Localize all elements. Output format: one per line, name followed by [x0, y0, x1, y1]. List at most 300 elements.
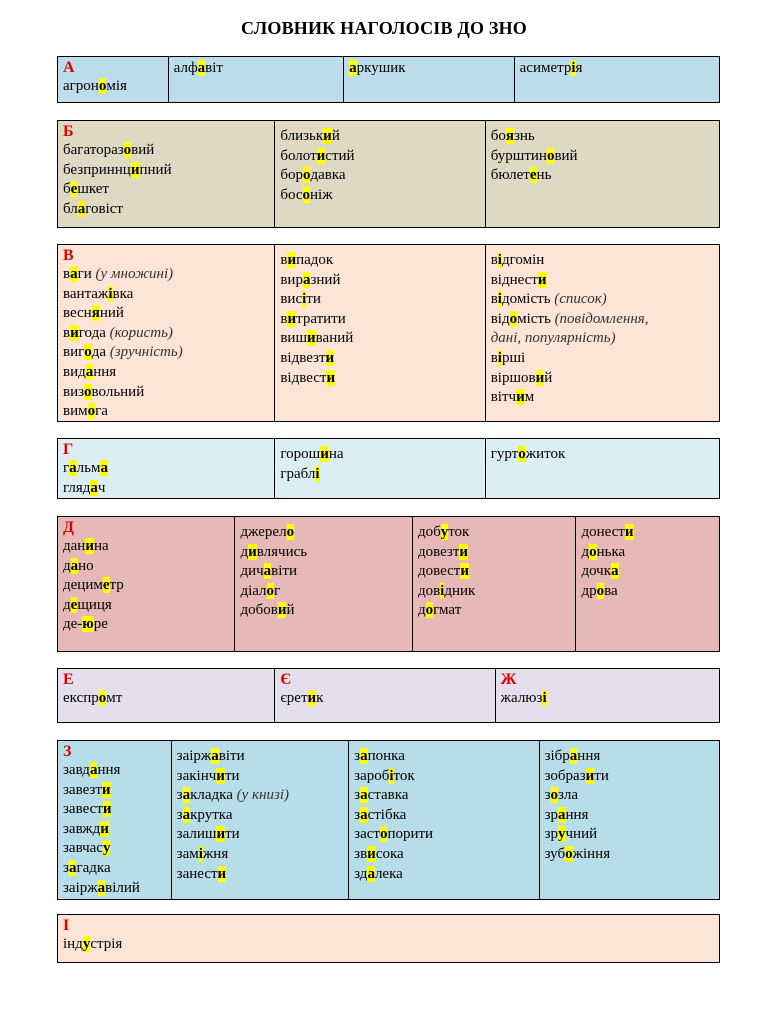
stressed-vowel: а — [100, 460, 108, 476]
stressed-vowel: е — [70, 181, 78, 198]
stressed-vowel: и — [277, 602, 287, 619]
stressed-vowel: у — [82, 936, 91, 952]
word-part: ння — [577, 748, 601, 764]
word-part: єрет — [280, 690, 308, 706]
word-note: дані, популярність) — [490, 330, 616, 347]
word-part: близьк — [280, 128, 324, 144]
word-part: віти — [271, 563, 298, 580]
word-part: вис — [280, 291, 303, 308]
stressed-vowel: о — [550, 787, 558, 804]
dictionary-word — [501, 689, 715, 709]
stressed-vowel: о — [98, 690, 107, 706]
word-part: з — [354, 806, 361, 823]
dictionary-word — [280, 290, 480, 310]
dictionary-word — [418, 523, 572, 543]
word-part: мія — [106, 78, 127, 94]
dictionary-word — [63, 77, 164, 97]
word-part: закінч — [176, 767, 217, 784]
word-part: бл — [63, 200, 78, 217]
stressed-vowel: о — [425, 602, 434, 619]
word-part: безприннц — [63, 161, 131, 178]
dictionary-word — [491, 147, 715, 167]
stressed-vowel: і — [108, 285, 113, 302]
word-part: бурштин — [490, 147, 547, 164]
word-part: на — [93, 538, 109, 554]
dictionary-word — [545, 806, 715, 826]
word-part: но — [78, 557, 94, 574]
word-part: д — [581, 543, 590, 560]
column — [485, 121, 719, 227]
stressed-vowel: я — [505, 128, 514, 144]
stressed-vowel: и — [100, 820, 109, 837]
dictionary-word — [63, 479, 270, 499]
dictionary-word — [491, 166, 715, 186]
column — [58, 57, 168, 102]
stressed-vowel: а — [569, 748, 578, 764]
stressed-vowel: и — [624, 524, 634, 540]
stressed-vowel: а — [360, 787, 368, 804]
word-part: мість — [517, 310, 551, 327]
dictionary-word — [520, 59, 715, 79]
word-part: грабл — [280, 465, 316, 482]
stressed-vowel: у — [102, 840, 111, 857]
word-part: пний — [139, 161, 172, 178]
word-part: багатораз — [63, 142, 124, 158]
dictionary-word — [349, 59, 509, 79]
word-part: й — [544, 369, 553, 386]
word-part: г — [63, 460, 70, 476]
dictionary-word — [581, 543, 715, 563]
word-part: ги — [77, 266, 92, 282]
word-part: інд — [63, 936, 83, 952]
stressed-vowel: а — [360, 806, 368, 823]
word-part: й — [331, 128, 340, 144]
dictionary-word — [177, 865, 344, 885]
word-part: м — [524, 389, 535, 406]
word-part: з — [176, 787, 183, 804]
word-part: завчас — [63, 840, 103, 857]
word-part: ти — [594, 767, 609, 784]
stressed-vowel: а — [97, 879, 106, 896]
stressed-vowel: а — [89, 762, 98, 778]
dictionary-word — [63, 820, 167, 840]
stressed-vowel: и — [248, 543, 257, 560]
word-part: ння — [93, 363, 117, 380]
dictionary-word — [545, 845, 715, 865]
column — [274, 439, 484, 498]
dictionary-word — [63, 180, 270, 200]
word-part: давка — [310, 167, 346, 184]
dictionary-word — [354, 825, 534, 845]
word-part: ставка — [367, 787, 409, 804]
word-part: відвест — [280, 369, 327, 386]
stressed-vowel: о — [546, 147, 555, 164]
stressed-vowel: і — [302, 291, 307, 308]
stressed-vowel: и — [316, 147, 326, 164]
column — [58, 517, 234, 651]
word-part: льм — [76, 460, 101, 476]
stressed-vowel: і — [542, 690, 547, 706]
dictionary-word — [280, 186, 480, 206]
word-part: ре — [93, 616, 108, 633]
stressed-vowel: о — [87, 403, 96, 420]
section-letter: Ж — [500, 671, 517, 688]
stressed-vowel: и — [216, 826, 226, 843]
stressed-vowel: е — [70, 596, 78, 613]
dictionary-word — [491, 127, 715, 147]
stressed-vowel: и — [459, 543, 469, 560]
word-part: др — [581, 582, 597, 599]
dictionary-word — [240, 562, 407, 582]
word-part: га — [95, 403, 108, 420]
stressed-vowel: ю — [82, 616, 94, 633]
dictionary-word — [63, 537, 230, 557]
word-part: ток — [448, 524, 470, 540]
column — [514, 57, 719, 102]
dictionary-word — [63, 557, 230, 577]
word-part: бо — [490, 128, 506, 144]
word-part: зуб — [544, 845, 566, 862]
word-part: ти — [225, 826, 240, 843]
dictionary-word — [63, 141, 270, 161]
word-part: довест — [417, 563, 461, 580]
word-part: ння — [97, 762, 121, 778]
word-part: вид — [63, 363, 86, 380]
dictionary-word — [581, 523, 715, 543]
word-part: в — [490, 349, 498, 366]
word-part: в — [63, 324, 71, 341]
stressed-vowel: и — [323, 128, 332, 144]
dictionary-word — [280, 166, 480, 186]
word-part: відвезт — [280, 349, 326, 366]
section-letter: Г — [63, 441, 74, 458]
dictionary-word — [354, 845, 534, 865]
word-part: експр — [63, 690, 99, 706]
word-part: дов — [417, 582, 441, 599]
stressed-vowel: і — [571, 60, 576, 76]
word-part: завд — [63, 762, 90, 778]
stressed-vowel: и — [85, 538, 94, 554]
column — [575, 517, 719, 651]
word-part: понка — [367, 748, 405, 764]
stressed-vowel: и — [102, 801, 112, 818]
dictionary-word — [418, 543, 572, 563]
word-part: агрон — [63, 78, 99, 94]
stressed-vowel: о — [84, 383, 92, 400]
dictionary-word — [63, 383, 270, 403]
column — [58, 915, 719, 962]
column — [485, 439, 719, 498]
dictionary-word — [280, 445, 480, 465]
column — [539, 741, 719, 899]
dictionary-word — [491, 369, 715, 389]
stressed-vowel: е — [529, 167, 537, 184]
word-part: вольний — [91, 383, 145, 400]
stressed-vowel: а — [558, 806, 566, 823]
dictionary-word — [63, 935, 715, 955]
word-part: д — [240, 543, 249, 560]
word-part: діал — [240, 582, 267, 599]
stressed-vowel: а — [611, 563, 619, 580]
word-note: (у книзі) — [232, 787, 290, 804]
word-part: дич — [240, 563, 264, 580]
word-part: вий — [554, 147, 578, 164]
word-part: зароб — [354, 767, 390, 784]
stressed-vowel: і — [497, 291, 502, 308]
dictionary-word — [491, 290, 715, 310]
dictionary-word — [280, 271, 480, 291]
word-part: з — [63, 859, 69, 876]
stressed-vowel: е — [102, 577, 110, 594]
word-part: в — [280, 310, 288, 327]
word-part: тратити — [296, 310, 346, 327]
word-part: донест — [581, 524, 625, 540]
dictionary-word — [63, 761, 167, 781]
word-part: віти — [218, 748, 245, 764]
dictionary-word — [545, 747, 715, 767]
stressed-vowel: а — [69, 460, 77, 476]
stressed-vowel: и — [460, 563, 469, 580]
stressed-vowel: о — [596, 582, 605, 599]
word-note: (зручність) — [106, 344, 183, 361]
stressed-vowel: и — [535, 369, 545, 386]
stressed-vowel: у — [440, 524, 449, 540]
word-part: жня — [202, 845, 229, 862]
column — [485, 245, 719, 421]
stressed-vowel: и — [217, 865, 227, 882]
section-letter: В — [63, 247, 74, 264]
section-g — [57, 438, 720, 499]
column — [274, 121, 484, 227]
word-part: чний — [565, 826, 598, 843]
word-part: зний — [310, 271, 341, 288]
word-part: д — [63, 596, 71, 613]
stressed-vowel: а — [85, 363, 94, 380]
dictionary-word — [63, 363, 270, 383]
stressed-vowel: я — [91, 305, 100, 322]
word-part: асиметр — [519, 60, 572, 76]
section-b — [57, 120, 720, 228]
dictionary-word — [491, 329, 715, 349]
word-part: нька — [596, 543, 626, 560]
dictionary-word — [418, 601, 572, 621]
dictionary-word — [354, 786, 534, 806]
word-part: г — [274, 582, 281, 599]
word-part: де- — [63, 616, 83, 633]
word-part: сока — [375, 845, 404, 862]
section-letter: Е — [63, 671, 74, 688]
dictionary-word — [545, 767, 715, 787]
column — [58, 245, 274, 421]
word-part: вий — [131, 142, 155, 158]
dictionary-word — [63, 459, 270, 479]
word-part: ний — [99, 305, 124, 322]
dictionary-word — [63, 615, 230, 635]
word-part: доб — [417, 524, 441, 540]
word-part: в — [280, 252, 288, 268]
dictionary-word — [63, 800, 167, 820]
word-part: зобраз — [544, 767, 586, 784]
section-letter: І — [63, 917, 70, 934]
dictionary-word — [581, 582, 715, 602]
dictionary-word — [545, 825, 715, 845]
word-part: з — [544, 787, 551, 804]
word-part: ч — [97, 479, 106, 496]
dictionary-word — [177, 767, 344, 787]
stressed-vowel: о — [379, 826, 388, 843]
word-part: в — [490, 252, 498, 268]
column — [412, 517, 576, 651]
dictionary-word — [63, 285, 270, 305]
stressed-vowel: и — [307, 690, 317, 706]
dictionary-word — [63, 265, 270, 285]
stressed-vowel: о — [509, 310, 518, 327]
column — [58, 121, 274, 227]
stressed-vowel: о — [266, 582, 275, 599]
dictionary-word — [63, 596, 230, 616]
stressed-vowel: и — [320, 446, 329, 462]
stressed-vowel: и — [585, 767, 595, 784]
word-part: залиш — [176, 826, 217, 843]
section-letter: Д — [63, 519, 75, 536]
dictionary-word — [240, 582, 407, 602]
column — [168, 57, 343, 102]
word-part: заірж — [176, 748, 212, 764]
stressed-vowel: і — [315, 465, 320, 482]
section-d — [57, 516, 720, 652]
dictionary-word — [280, 465, 480, 485]
dictionary-word — [240, 523, 407, 543]
word-part: зв — [354, 845, 368, 862]
word-part: дник — [444, 582, 476, 599]
word-part: житок — [525, 446, 566, 462]
column — [58, 439, 274, 498]
word-part: стібка — [367, 806, 407, 823]
word-part: віт — [205, 60, 223, 76]
word-part: стрія — [90, 936, 123, 952]
word-part: лека — [374, 865, 403, 882]
section-letter: Є — [280, 671, 292, 688]
word-note: (повідомлення, — [550, 310, 649, 327]
dictionary-word — [63, 200, 270, 220]
word-part: в — [63, 266, 71, 282]
word-part: жіння — [572, 845, 611, 862]
word-part: д — [417, 602, 426, 619]
stressed-vowel: и — [101, 781, 111, 798]
word-part: падок — [296, 252, 334, 268]
word-part: я — [575, 60, 583, 76]
dictionary-word — [63, 576, 230, 596]
column — [234, 517, 411, 651]
word-note: (користь) — [105, 324, 173, 341]
dictionary-word — [174, 59, 339, 79]
word-part: мт — [106, 690, 123, 706]
stressed-vowel: о — [98, 78, 107, 94]
stressed-vowel: у — [558, 826, 566, 843]
word-part: гмат — [433, 602, 462, 619]
word-part: вітч — [490, 389, 517, 406]
word-part: рші — [501, 349, 526, 366]
dictionary-word — [491, 349, 715, 369]
word-part: зд — [354, 865, 368, 882]
dictionary-word — [63, 324, 270, 344]
dictionary-word — [177, 786, 344, 806]
dictionary-word — [545, 786, 715, 806]
word-part: віршов — [490, 369, 536, 386]
dictionary-word — [280, 251, 480, 271]
stressed-vowel: и — [325, 349, 335, 366]
column — [274, 245, 484, 421]
word-part: й — [286, 602, 295, 619]
dictionary-word — [354, 747, 534, 767]
stressed-vowel: и — [307, 330, 316, 347]
word-part: бюлет — [490, 167, 530, 184]
dictionary-word — [280, 147, 480, 167]
dictionary-word — [581, 562, 715, 582]
word-part: ркушик — [356, 60, 406, 76]
dictionary-word — [177, 806, 344, 826]
dictionary-word — [491, 251, 715, 271]
dictionary-word — [63, 781, 167, 801]
stressed-vowel: а — [77, 200, 86, 217]
word-part: зр — [544, 806, 558, 823]
dictionary-word — [280, 329, 480, 349]
stressed-vowel: і — [497, 252, 502, 268]
dictionary-word — [240, 601, 407, 621]
stressed-vowel: и — [216, 767, 225, 784]
word-part: домість — [501, 291, 551, 308]
word-part: віднест — [490, 271, 538, 288]
word-part: ва — [604, 582, 618, 599]
column — [58, 741, 171, 899]
word-part: дан — [63, 538, 86, 554]
word-part: бос — [280, 186, 303, 203]
word-part: вантаж — [63, 285, 109, 302]
section-e — [57, 668, 720, 723]
dictionary-word — [280, 349, 480, 369]
word-part: добов — [240, 602, 278, 619]
stressed-vowel: а — [68, 859, 77, 876]
stressed-vowel: і — [389, 767, 394, 784]
stressed-vowel: а — [360, 748, 368, 764]
column — [495, 669, 719, 722]
word-part: говіст — [85, 200, 123, 217]
column — [348, 741, 538, 899]
dictionary-word — [63, 879, 167, 899]
word-part: занест — [176, 865, 218, 882]
word-part: крутка — [190, 806, 233, 823]
dictionary-word — [354, 865, 534, 885]
stressed-vowel: а — [349, 60, 357, 76]
word-part: знь — [513, 128, 535, 144]
word-part: жалюз — [500, 690, 543, 706]
word-part: шкет — [77, 181, 109, 198]
word-part: в — [490, 291, 498, 308]
column — [343, 57, 513, 102]
word-part: ння — [565, 806, 589, 823]
stressed-vowel: и — [537, 271, 547, 288]
word-part: стий — [325, 147, 355, 164]
word-part: завест — [63, 801, 103, 818]
dictionary-word — [240, 543, 407, 563]
word-part: зібр — [544, 748, 570, 764]
section-v — [57, 244, 720, 422]
dictionary-word — [63, 689, 270, 709]
dictionary-word — [491, 445, 715, 465]
stressed-vowel: а — [367, 865, 375, 882]
column — [171, 741, 348, 899]
word-part: ти — [224, 767, 240, 784]
